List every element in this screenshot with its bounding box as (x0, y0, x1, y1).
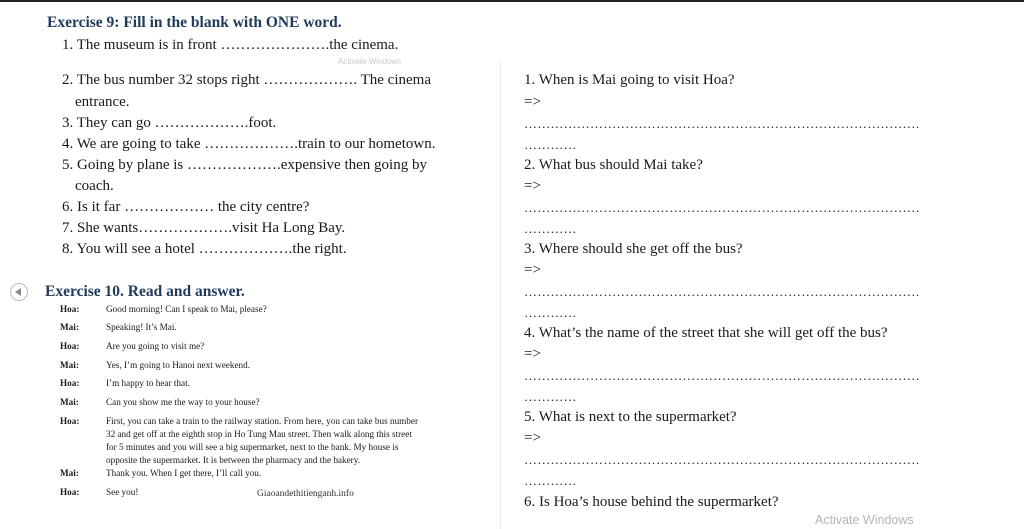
answer-dots: ………… (524, 473, 577, 488)
answer-dots: ……………………………………………………………………………… (524, 452, 920, 467)
question-5: 5. What is next to the supermarket? (524, 409, 737, 425)
ex9-item-2: 2. The bus number 32 stops right ………………. The cinema (62, 72, 431, 88)
answer-dots: ……………………………………………………………………………… (524, 116, 920, 131)
dialogue-line: for 5 minutes and you will see a big supermarket, next to the bank. My house is (106, 442, 399, 452)
ex9-item-1: 1. The museum is in front ………………….the cinema. (62, 37, 399, 53)
dialogue-line: I’m happy to hear that. (106, 378, 190, 388)
answer-dots: ………… (524, 221, 577, 236)
dialogue-line: Are you going to visit me? (106, 341, 205, 351)
dialogue-speaker: Mai: (60, 322, 79, 332)
dialogue-line: 32 and get off at the eighth stop in Ho Tung Mau street. Then walk along this street (106, 429, 412, 439)
question-3: 3. Where should she get off the bus? (524, 241, 743, 257)
audio-play-icon[interactable] (10, 283, 28, 301)
answer-dots: ………… (524, 389, 577, 404)
answer-arrow: => (524, 94, 541, 110)
answer-arrow: => (524, 178, 541, 194)
dialogue-speaker: Hoa: (60, 378, 80, 388)
dialogue-line: opposite the supermarket. It is between the pharmacy and the bakery. (106, 455, 361, 465)
ex9-item-4: 4. We are going to take ……………….train to our hometown. (62, 136, 436, 152)
exercise-9-title: Exercise 9: Fill in the blank with ONE word. (47, 14, 342, 31)
dialogue-line: Thank you. When I get there, I’ll call you. (106, 468, 262, 478)
ex9-item-8: 8. You will see a hotel ……………….the right. (62, 241, 347, 257)
dialogue-line: Speaking! It’s Mai. (106, 322, 177, 332)
ex9-item-7: 7. She wants……………….visit Ha Long Bay. (62, 220, 346, 236)
dialogue-speaker: Hoa: (60, 304, 80, 314)
answer-dots: ………… (524, 305, 577, 320)
answer-dots: ……………………………………………………………………………… (524, 368, 920, 383)
answer-arrow: => (524, 262, 541, 278)
answer-dots: ……………………………………………………………………………… (524, 284, 920, 299)
question-2: 2. What bus should Mai take? (524, 157, 703, 173)
ex9-item-5: 5. Going by plane is ……………….expensive then going by (62, 157, 427, 173)
ex9-item-5-cont: coach. (75, 178, 114, 194)
ex9-item-2-cont: entrance. (75, 94, 130, 110)
question-4: 4. What’s the name of the street that she will get off the bus? (524, 325, 888, 341)
watermark-bottom: Activate Windows (815, 513, 914, 527)
dialogue-speaker: Mai: (60, 468, 79, 478)
question-1: 1. When is Mai going to visit Hoa? (524, 72, 735, 88)
ex9-item-6: 6. Is it far ……………… the city centre? (62, 199, 310, 215)
dialogue-line: Yes, I’m going to Hanoi next weekend. (106, 360, 251, 370)
exercise-10-title: Exercise 10. Read and answer. (45, 283, 245, 300)
dialogue-line: Can you show me the way to your house? (106, 397, 260, 407)
source-label: Giaoandethitienganh.info (257, 489, 354, 499)
dialogue-speaker: Hoa: (60, 416, 80, 426)
column-divider (500, 60, 501, 529)
answer-dots: ……………………………………………………………………………… (524, 200, 920, 215)
dialogue-speaker: Mai: (60, 397, 79, 407)
dialogue-speaker: Hoa: (60, 487, 80, 497)
dialogue-speaker: Mai: (60, 360, 79, 370)
answer-arrow: => (524, 430, 541, 446)
dialogue-speaker: Hoa: (60, 341, 80, 351)
question-6: 6. Is Hoa’s house behind the supermarket? (524, 494, 779, 510)
answer-arrow: => (524, 346, 541, 362)
answer-dots: ………… (524, 137, 577, 152)
top-border (0, 0, 1024, 2)
ex9-item-3: 3. They can go ……………….foot. (62, 115, 277, 131)
dialogue-line: Good morning! Can I speak to Mai, please? (106, 304, 267, 314)
watermark-top: Activate Windows (338, 57, 402, 66)
dialogue-line: See you! (106, 487, 139, 497)
dialogue-line: First, you can take a train to the railway station. From here, you can take bus number (106, 416, 419, 426)
